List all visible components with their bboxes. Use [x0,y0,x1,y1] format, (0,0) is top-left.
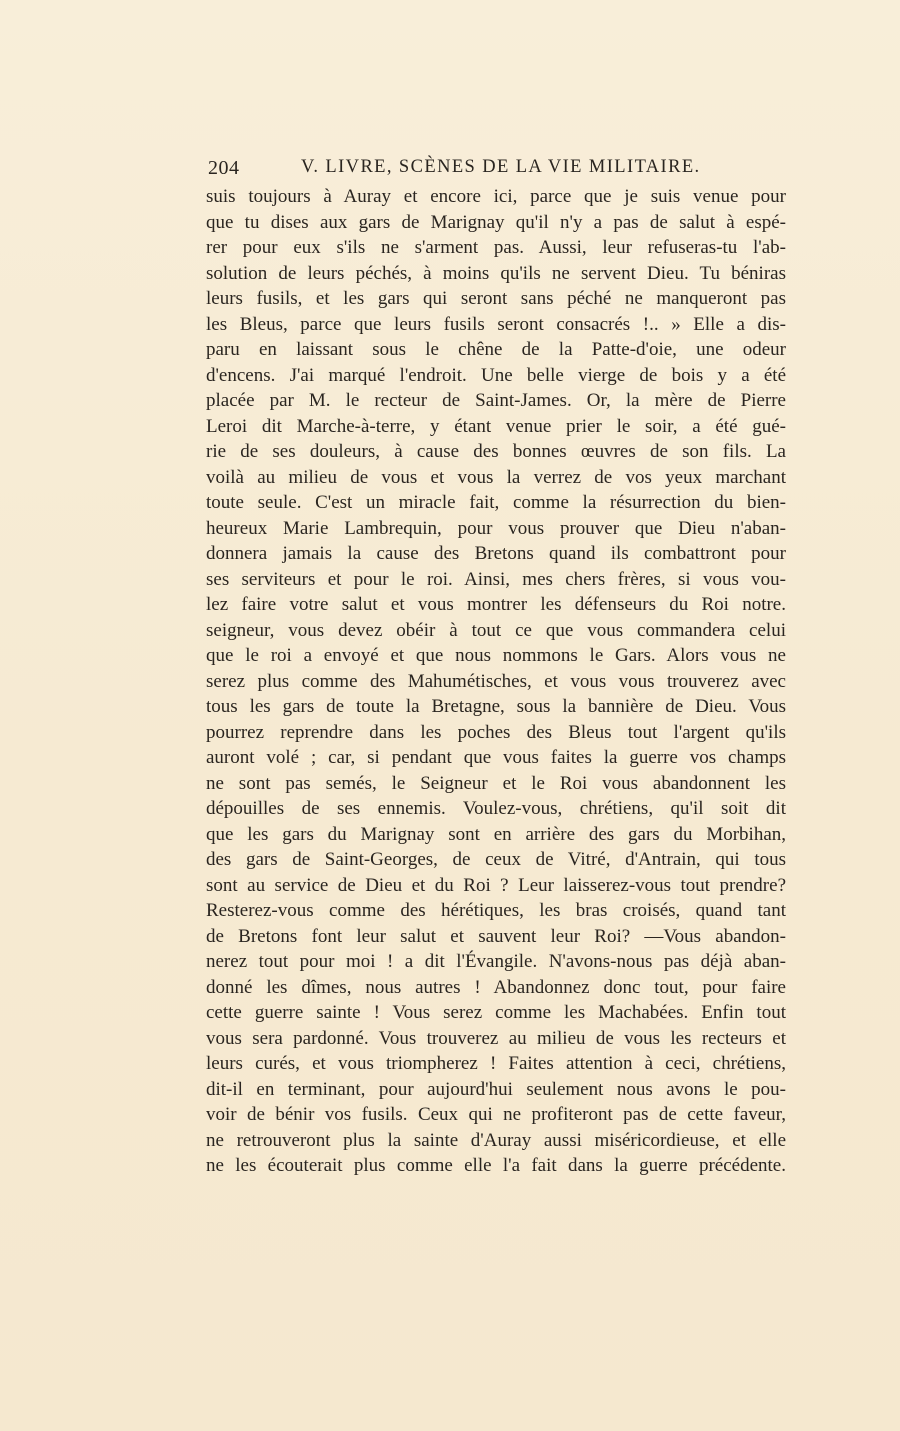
text-line: serez plus comme des Mahumétisches, et vous vous trouverez avec [206,670,786,692]
body-text [206,184,786,1179]
text-line: que tu dises aux gars de Marignay qu'il n'y a pas de salut à espé- [206,211,786,233]
text-line: rer pour eux s'ils ne s'arment pas. Aussi, leur refuseras-tu l'ab- [206,237,786,258]
text-line: seigneur, vous devez obéir à tout ce que vous commandera celui [206,619,786,641]
page-number: 204 [208,157,240,179]
text-line: de Bretons font leur salut et sauvent leur Roi? —Vous abandon- [206,925,786,947]
text-line: lez faire votre salut et vous montrer les défenseurs du Roi notre. [206,594,786,615]
text-line: ne les écouterait plus comme elle l'a fait dans la guerre précédente. [206,1155,786,1176]
text-line: rie de ses douleurs, à cause des bonnes œuvres de son fils. La [206,441,786,462]
text-line: suis toujours à Auray et encore ici, parce que je suis venue pour [206,186,786,207]
text-line: voir de bénir vos fusils. Ceux qui ne profiteront pas de cette faveur, [206,1104,786,1125]
text-line: placée par M. le recteur de Saint-James. Or, la mère de Pierre [206,390,786,411]
text-line: voilà au milieu de vous et vous la verrez de vos yeux marchant [206,466,786,488]
text-line: solution de leurs péchés, à moins qu'ils ne servent Dieu. Tu béniras [206,262,786,284]
text-line: donné les dîmes, nous autres ! Abandonnez donc tout, pour faire [206,976,786,998]
text-line: paru en laissant sous le chêne de la Patte-d'oie, une odeur [206,339,786,360]
text-line: dit-il en terminant, pour aujourd'hui seulement nous avons le pou- [206,1078,786,1100]
text-line: auront volé ; car, si pendant que vous faites la guerre vos champs [206,747,786,768]
text-line: vous sera pardonné. Vous trouverez au milieu de vous les recteurs et [206,1027,786,1049]
text-line: les Bleus, parce que leurs fusils seront consacrés !.. » Elle a dis- [206,313,786,335]
text-line: leurs fusils, et les gars qui seront sans péché ne manqueront pas [206,288,786,309]
text-line: dépouilles de ses ennemis. Voulez-vous, chrétiens, qu'il soit dit [206,798,786,819]
text-line: d'encens. J'ai marqué l'endroit. Une belle vierge de bois y a été [206,364,786,386]
text-line: Leroi dit Marche-à-terre, y étant venue prier le soir, a été gué- [206,415,786,437]
text-line: leurs curés, et vous triompherez ! Faites attention à ceci, chrétiens, [206,1053,786,1074]
text-line: sont au service de Dieu et du Roi ? Leur laisserez-vous tout prendre? [206,874,786,896]
running-title: V. LIVRE, SCÈNES DE LA VIE MILITAIRE. [301,157,701,177]
page-header [208,157,790,183]
text-line: nerez tout pour moi ! a dit l'Évangile. N'avons-nous pas déjà aban- [206,951,786,972]
text-line: donnera jamais la cause des Bretons quand ils combattront pour [206,543,786,564]
text-line: pourrez reprendre dans les poches des Bleus tout l'argent qu'ils [206,721,786,743]
text-line: toute seule. C'est un miracle fait, comme la résurrection du bien- [206,492,786,513]
text-line: heureux Marie Lambrequin, pour vous prouver que Dieu n'aban- [206,517,786,539]
text-line: ne sont pas semés, le Seigneur et le Roi vous abandonnent les [206,772,786,794]
text-line: ne retrouveront plus la sainte d'Auray aussi miséricordieuse, et elle [206,1129,786,1151]
text-line: Resterez-vous comme des hérétiques, les bras croisés, quand tant [206,900,786,921]
text-line: que les gars du Marignay sont en arrière des gars du Morbihan, [206,823,786,845]
text-line: tous les gars de toute la Bretagne, sous la bannière de Dieu. Vous [206,696,786,717]
text-line: cette guerre sainte ! Vous serez comme les Machabées. Enfin tout [206,1002,786,1023]
text-line: que le roi a envoyé et que nous nommons le Gars. Alors vous ne [206,645,786,666]
text-line: des gars de Saint-Georges, de ceux de Vitré, d'Antrain, qui tous [206,849,786,870]
text-line: ses serviteurs et pour le roi. Ainsi, mes chers frères, si vous vou- [206,568,786,590]
